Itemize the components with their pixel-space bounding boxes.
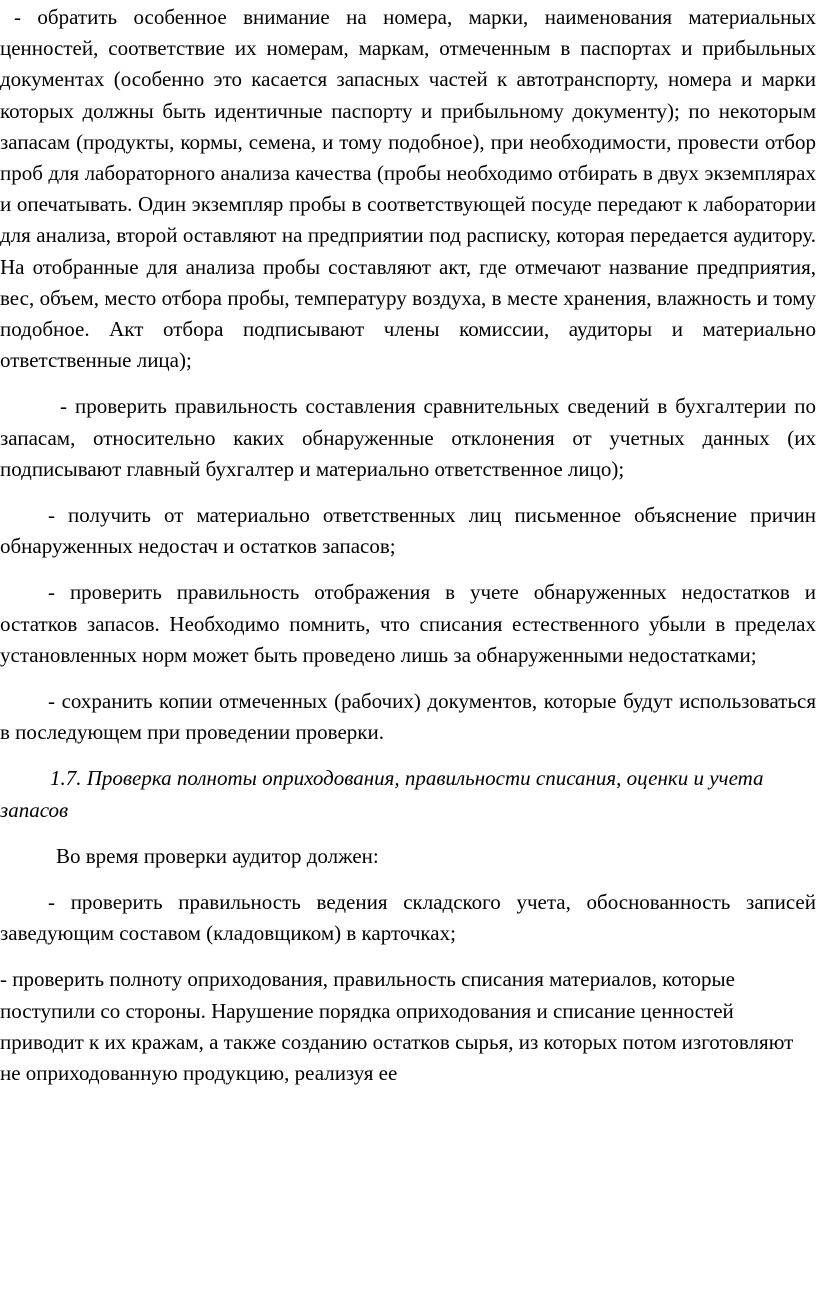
- section-heading: 1.7. Проверка полноты оприходования, правильности списания, оценки и учета запасов: [0, 766, 764, 822]
- lead-in-text: Во время проверки аудитор должен:: [56, 843, 379, 868]
- list-item-warehouse-accounting: - проверить правильность ведения складского учета, обоснованность записей заведующим составом (кладовщиком) в карточках;: [0, 890, 816, 946]
- paragraph-comparison-check: - проверить правильность составления сравнительных сведений в бухгалтерии по запасам, относительно каких обнаруженные отклонения от учетных данных (их подписывают главный бухгалтер и материально ответственное лицо);: [0, 394, 816, 481]
- paragraph-accounting-check: - проверить правильность отображения в учете обнаруженных недостатков и остатков запасов. Необходимо помнить, что списания естественного убыли в пределах установленных норм может быть проведено лишь за обнаруженными недостатками;: [0, 580, 816, 667]
- paragraph-save-copies: - сохранить копии отмеченных (рабочих) документов, которые будут использоваться в последующем при проведении проверки.: [0, 689, 816, 745]
- paragraph-written-explanation: - получить от материально ответственных лиц письменное объяснение причин обнаруженных недостач и остатков запасов;: [0, 503, 816, 559]
- list-item-receipt-completeness: - проверить полноту оприходования, правильность списания материалов, которые поступили со стороны. Нарушение порядка оприходования и списание ценностей приводит к их кражам, а также созданию остатков сырья, из которых потом изготовляют не оприходованную продукцию, реализуя ее: [0, 967, 794, 1086]
- paragraph-sample-inspection: - обратить особенное внимание на номера, марки, наименования материальных ценностей, соответствие их номерам, маркам, отмеченным в паспортах и прибыльных документах (особенно это касается запасных частей к автотранспорту, номера и марки которых должны быть идентичные паспорту и прибыльному документу); по некоторым запасам (продукты, кормы, семена, и тому подобное), при необходимости, провести отбор проб для лабораторного анализа качества (пробы необходимо отбирать в двух экземплярах и опечатывать. Один экземпляр пробы в соответствующей посуде передают к лаборатории для анализа, второй оставляют на предприятии под расписку, которая передается аудитору. На отобранные для анализа пробы составляют акт, где отмечают название предприятия, вес, объем, место отбора пробы, температуру воздуха, в месте хранения, влажность и тому подобное. Акт отбора подписывают члены комиссии, аудиторы и материально ответственные лица);: [0, 5, 816, 373]
